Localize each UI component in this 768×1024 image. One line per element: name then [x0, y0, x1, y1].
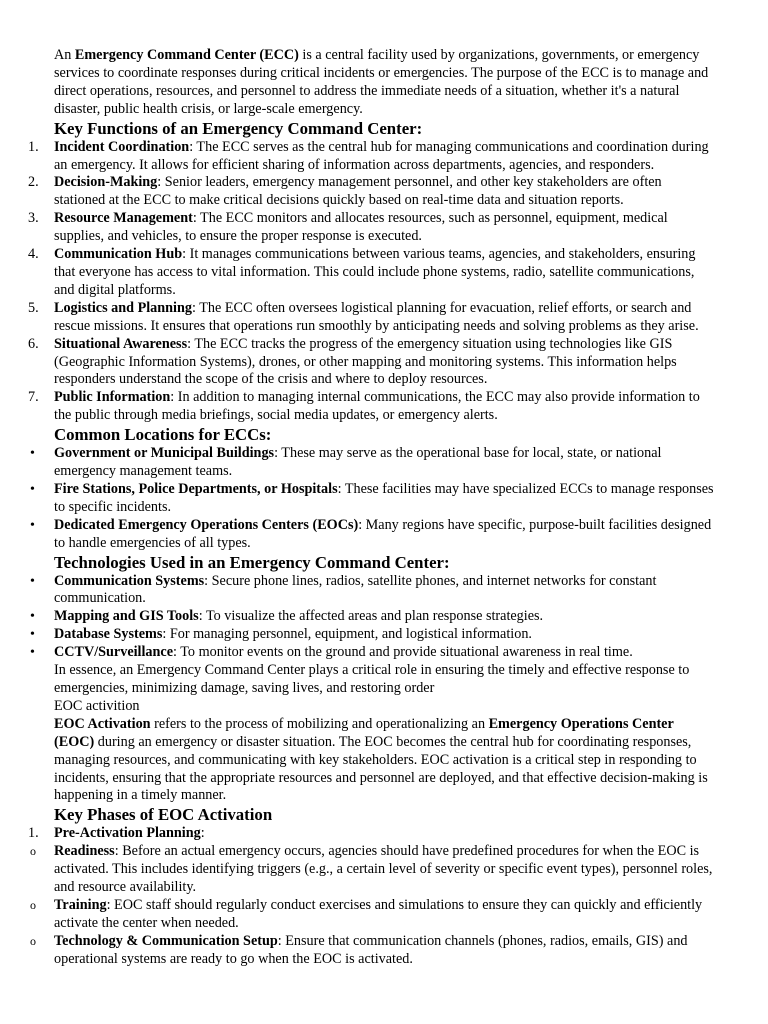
- bullet-marker: •: [30, 609, 35, 625]
- list-item: 5. Logistics and Planning: The ECC often oversees logistical planning for evacuation, relief efforts, or search and rescue missions. It ensures that operations run smoothly by anticipating needs and solving problems as they arise.: [28, 299, 699, 334]
- bullet-marker: •: [30, 645, 35, 661]
- list-marker: 3.: [28, 210, 39, 227]
- technologies-heading: Technologies Used in an Emergency Command Center:: [54, 552, 450, 572]
- list-marker: 1.: [28, 825, 39, 842]
- bullet-marker: •: [30, 481, 35, 497]
- list-marker: 4.: [28, 246, 39, 263]
- list-item: o Readiness: Before an actual emergency occurs, agencies should have predefined procedures for when the EOC is activated. This includes identifying triggers (e.g., a certain level of severity or specific event types), personnel roles, and resource availability.: [30, 843, 713, 896]
- list-marker: 6.: [28, 335, 39, 352]
- list-item: o Training: EOC staff should regularly conduct exercises and simulations to ensure they can quickly and efficiently activate the center when needed.: [30, 896, 703, 931]
- locations-list: [30, 445, 716, 552]
- list-item: 6. Situational Awareness: The ECC tracks the progress of the emergency situation using technologies like GIS (Geographic Information Systems), drones, or other mapping and monitoring systems. This information helps responders understand the scope of the crisis and where to deploy resources.: [28, 335, 677, 388]
- list-item: • Database Systems: For managing personnel, equipment, and logistical information.: [30, 626, 532, 643]
- list-marker: 1.: [28, 138, 39, 155]
- bullet-marker: •: [30, 573, 35, 589]
- list-item: • Government or Municipal Buildings: These may serve as the operational base for local, state, or national emergency management teams.: [30, 445, 662, 480]
- circle-marker: o: [30, 897, 36, 912]
- essence-paragraph: In essence, an Emergency Command Center plays a critical role in ensuring the timely and effective response to emergencies, minimizing damage, saving lives, and restoring order: [54, 662, 690, 696]
- list-item: o Technology & Communication Setup: Ensure that communication channels (phones, radios, emails, GIS) and operational systems are ready to go when the EOC is activated.: [30, 932, 688, 967]
- eoc-title: EOC activition: [54, 697, 140, 714]
- locations-heading: Common Locations for ECCs:: [54, 425, 272, 445]
- circle-marker: o: [30, 844, 36, 859]
- list-marker: 5.: [28, 299, 39, 316]
- bullet-marker: •: [30, 446, 35, 462]
- list-marker: 7.: [28, 389, 39, 406]
- bullet-marker: •: [30, 627, 35, 643]
- eoc-paragraph: EOC Activation refers to the process of mobilizing and operationalizing an Emergency Operations Center (EOC) during an emergency or disaster situation. The EOC becomes the central hub for coordinating responses, managing resources, and communicating with key stakeholders. EOC activation is a critical step in responding to incidents, ensuring that the appropriate resources and personnel are deployed, and that effective decision-making is happening in a timely manner.: [54, 715, 708, 804]
- list-item: • Fire Stations, Police Departments, or Hospitals: These facilities may have specialized ECCs to manage responses to specific incidents.: [30, 480, 714, 515]
- list-item: • CCTV/Surveillance: To monitor events on the ground and provide situational awareness in real time.: [30, 644, 633, 661]
- list-item: 2. Decision-Making: Senior leaders, emergency management personnel, and other key stakeholders are often stationed at the ECC to make critical decisions quickly based on real-time data and situation reports.: [28, 174, 662, 209]
- list-item: 4. Communication Hub: It manages communications between various teams, agencies, and stakeholders, ensuring that everyone has access to vital information. This could include phone systems, radio, satellite communications, and digital platforms.: [28, 246, 696, 298]
- phases-heading: Key Phases of EOC Activation: [54, 805, 273, 825]
- phases-list: [28, 825, 716, 843]
- list-item: • Communication Systems: Secure phone lines, radios, satellite phones, and internet networks for constant communication.: [30, 572, 657, 607]
- list-item: • Mapping and GIS Tools: To visualize the affected areas and plan response strategies.: [30, 608, 544, 625]
- list-item: • Dedicated Emergency Operations Centers (EOCs): Many regions have specific, purpose-built facilities designed to handle emergencies of all types.: [30, 516, 712, 551]
- list-item: 1. Incident Coordination: The ECC serves as the central hub for managing communications and coordination during an emergency. It allows for efficient sharing of information across departments, agencies, and responders.: [28, 138, 709, 173]
- key-functions-list: [28, 138, 716, 426]
- phases-sublist: [30, 843, 716, 968]
- list-item: 3. Resource Management: The ECC monitors and allocates resources, such as personnel, equipment, medical supplies, and vehicles, to ensure the proper response is executed.: [28, 210, 668, 245]
- technologies-list: [30, 572, 716, 663]
- list-marker: 2.: [28, 174, 39, 191]
- key-functions-heading: Key Functions of an Emergency Command Center:: [54, 118, 423, 138]
- list-item: 7. Public Information: In addition to managing internal communications, the ECC may also provide information to the public through media briefings, social media updates, or emergency alerts.: [28, 389, 700, 424]
- circle-marker: o: [30, 933, 36, 948]
- ecc-term: Emergency Command Center (ECC): [74, 47, 299, 63]
- intro-paragraph: An Emergency Command Center (ECC) is a central facility used by organizations, governments, or emergency services to coordinate responses during critical incidents or emergencies. The purpose of the ECC is to manage and direct operations, resources, and personnel to address the immediate needs of a situation, whether it's a natural disaster, public health crisis, or large-scale emergency.: [54, 47, 709, 117]
- list-item: 1. Pre-Activation Planning:: [28, 825, 205, 842]
- bullet-marker: •: [30, 517, 35, 533]
